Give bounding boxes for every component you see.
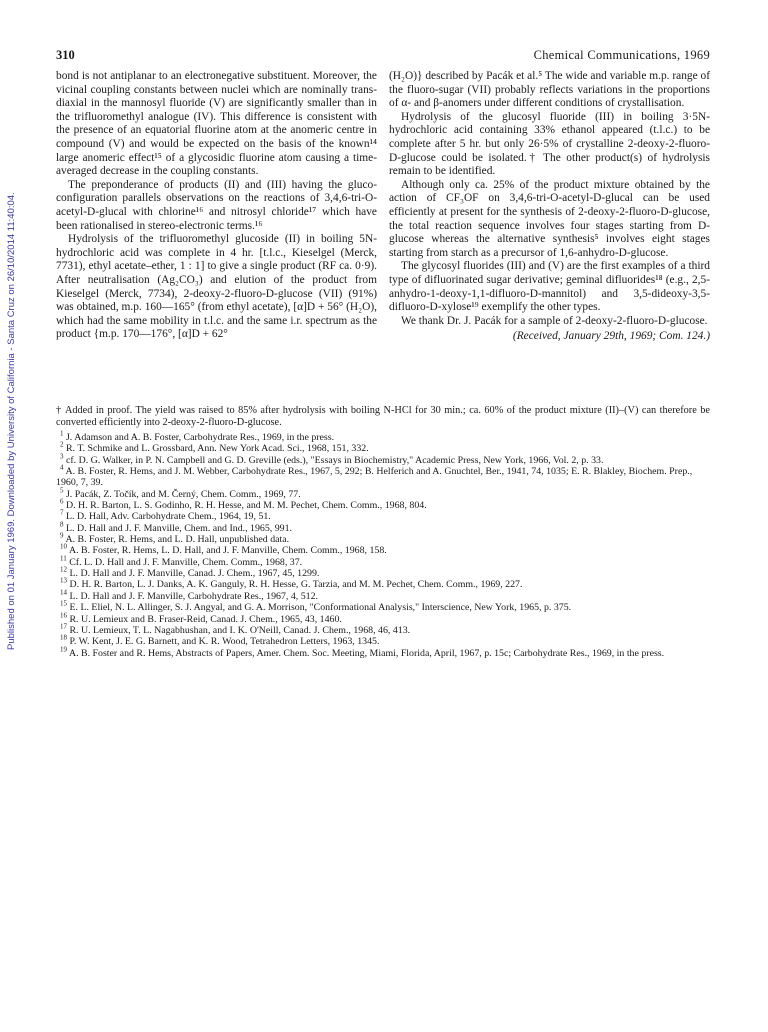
reference-text: Cf. L. D. Hall and J. F. Manville, Chem. Comm., 1968, 37. — [69, 556, 303, 568]
reference-item — [56, 633, 710, 648]
reference-number: 7 — [60, 509, 64, 518]
publication-stamp: Published on 01 January 1969. Downloaded by University of California - Santa Cruz on 26/10/2014 11:40:04. — [6, 192, 17, 650]
reference-number: 12 — [60, 565, 67, 574]
left-column — [56, 70, 377, 342]
reference-number: 14 — [60, 588, 67, 597]
reference-text: J. Pacák, Z. Točík, and M. Černý, Chem. Comm., 1969, 77. — [65, 488, 301, 500]
reference-number: 2 — [60, 441, 64, 450]
reference-item — [56, 545, 710, 556]
reference-item — [56, 645, 710, 659]
reference-text: A. B. Foster and R. Hems, Abstracts of Papers, Amer. Chem. Soc. Meeting, Miami, Florida, April, 1967, p. 15c; Carbohydrate Res., 1969, in the press. — [68, 647, 665, 659]
reference-number: 10 — [60, 543, 67, 552]
reference-list — [56, 429, 710, 659]
reference-number: 16 — [60, 611, 67, 620]
reference-text: L. D. Hall, Adv. Carbohydrate Chem., 1964, 19, 51. — [65, 511, 271, 523]
paragraph: The glycosyl fluorides (III) and (V) are the first examples of a third type of difluorinated sugar derivative; geminal difluorides¹⁸ (e.g., 2,5-anhydro-1-deoxy-1,1-difluoro-D-mannitol) and 3,5-dideoxy-3,5-difluoro-D-xylose¹⁹ exemplify the other types. — [389, 260, 710, 314]
paragraph: bond is not antiplanar to an electronegative substituent. Moreover, the vicinal coupling constants between nuclei which are nominally trans-diaxial in the mannosyl fluoride (V) are significantly smaller than in the trifluoromethyl analogue (IV). This difference is consistent with the presence of an equatorial fluorine atom at the anomeric centre in compound (V) and would be expected on the basis of the known¹⁴ large anomeric effect¹⁵ of a glycosidic fluorine atom causing a time-averaged decrease in the coupling constants. — [56, 70, 377, 178]
paragraph: Although only ca. 25% of the product mixture obtained by the action of CF₃OF on 3,4,6-tri-O-acetyl-D-glucal can be used efficiently at present for the synthesis of 2-deoxy-2-fluoro-D-glucose, the total reaction sequence involves four stages starting from D-glucose whereas the alternative synthesis⁵ involves eight stages starting from starch as a precursor of 1,6-anhydro-D-glucose. — [389, 178, 710, 259]
reference-text: L. D. Hall and J. F. Manville, Canad. J. Chem., 1967, 45, 1299. — [69, 568, 320, 580]
reference-text: L. D. Hall and J. F. Manville, Carbohydrate Res., 1967, 4, 512. — [69, 590, 318, 602]
reference-item — [56, 531, 710, 546]
reference-item — [56, 520, 710, 534]
journal-title: Chemical Communications, 1969 — [533, 48, 710, 62]
reference-number: 6 — [60, 497, 64, 506]
reference-text: L. D. Hall and J. F. Manville, Chem. and Ind., 1965, 991. — [65, 522, 293, 534]
reference-item — [56, 486, 710, 500]
reference-text: E. L. Eliel, N. L. Allinger, S. J. Angyal, and G. A. Morrison, "Conformational Analysis," Interscience, New York, 1965, p. 375. — [69, 602, 572, 614]
reference-item — [56, 511, 710, 522]
reference-text: cf. D. G. Walker, in P. N. Campbell and G. D. Greville (eds.), "Essays in Biochemistry," Academic Press, New York, 1966, Vol. 2, p. 33. — [65, 454, 604, 466]
reference-item — [56, 622, 710, 636]
reference-item — [56, 565, 710, 580]
reference-item — [56, 429, 710, 443]
reference-number: 8 — [60, 520, 64, 529]
paragraph: (H₂O)} described by Pacák et al.⁵ The wide and variable m.p. range of the fluoro-sugar (VII) probably reflects variations in the proportions of α- and β-anomers under different conditions of crystallisation. — [389, 70, 710, 110]
reference-item — [56, 611, 710, 625]
footnote-text: † Added in proof. The yield was raised to 85% after hydrolysis with boiling N-HCl for 30 min.; ca. 60% of the product mixture (II)–(V) can therefore be converted efficiently into 2-deoxy-2-fluoro-D-glucose. — [56, 405, 710, 429]
paragraph: We thank Dr. J. Pacák for a sample of 2-deoxy-2-fluoro-D-glucose. — [401, 314, 708, 327]
reference-number: 13 — [60, 577, 67, 586]
reference-text: R. U. Lemieux, T. L. Nagabhushan, and I. K. O'Neill, Canad. J. Chem., 1968, 46, 413. — [69, 624, 411, 636]
reference-text: A. B. Foster, R. Hems, and J. M. Webber, Carbohydrate Res., 1967, 5, 292; B. Helferich and A. Gnuchtel, Ber., 1941, 74, 1035; E. R. Blakley, Biochem. Prep., 1960, 7, 39. — [56, 466, 693, 489]
right-column — [389, 70, 710, 344]
reference-item — [56, 443, 710, 454]
reference-number: 1 — [60, 429, 64, 438]
reference-text: D. H. R. Barton, L. S. Godinho, R. H. Hesse, and M. M. Pechet, Chem. Comm., 1968, 804. — [65, 500, 427, 512]
reference-text: R. U. Lemieux and B. Fraser-Reid, Canad. J. Chem., 1965, 43, 1460. — [69, 613, 342, 625]
reference-number: 11 — [60, 554, 67, 563]
reference-item — [56, 497, 710, 512]
reference-item — [56, 463, 710, 489]
reference-text: P. W. Kent, J. E. G. Barnett, and K. R. Wood, Tetrahedron Letters, 1963, 1345. — [69, 636, 380, 648]
reference-text: J. Adamson and A. B. Foster, Carbohydrate Res., 1969, in the press. — [65, 432, 335, 443]
paragraph: Hydrolysis of the glucosyl fluoride (III) in boiling 3·5N-hydrochloric acid containing 33% ethanol appeared (t.l.c.) to be complete after 5 hr. but only 26·5% of crystalline 2-deoxy-2-fluoro-D-glucose could be isolated.† The other product(s) of hydrolysis remain to be identified. — [389, 110, 710, 178]
reference-item — [56, 579, 710, 590]
reference-number: 18 — [60, 633, 67, 642]
reference-item — [56, 588, 710, 602]
reference-text: A. B. Foster, R. Hems, and L. D. Hall, unpublished data. — [65, 534, 290, 546]
paragraph: Hydrolysis of the trifluoromethyl glucoside (II) in boiling 5N-hydrochloric acid was complete in 4 hr. [t.l.c., Kieselgel (Merck, 7731), ethyl acetate–ether, 1 : 1] to give a single product (RF ca. 0·9). After neutralisation (Ag₂CO₃) and elution of the product from Kieselgel (Merck, 7734), 2-deoxy-2-fluoro-D-glucose (VII) (91%) was obtained, m.p. 160—165° (from ethyl acetate), [α]D + 56° (H₂O), which had the same mobility in t.l.c. and the same i.r. spectrum as the product {m.p. 170—176°, [α]D + 62° — [56, 233, 377, 341]
received-date: (Received, January 29th, 1969; Com. 124.) — [512, 330, 710, 343]
reference-item — [56, 554, 710, 568]
reference-number: 3 — [60, 452, 64, 461]
reference-text: A. B. Foster, R. Hems, L. D. Hall, and J. F. Manville, Chem. Comm., 1968, 158. — [68, 545, 387, 557]
footnote — [56, 405, 710, 429]
reference-number: 17 — [60, 622, 67, 631]
page-number: 310 — [56, 48, 75, 62]
reference-number: 5 — [60, 486, 64, 495]
reference-number: 9 — [60, 531, 64, 540]
reference-text: D. H. R. Barton, L. J. Danks, A. K. Ganguly, R. H. Hesse, G. Tarzia, and M. M. Pechet, Chem. Comm., 1969, 227. — [69, 579, 523, 591]
reference-number: 19 — [60, 645, 67, 654]
reference-number: 4 — [60, 463, 64, 472]
reference-number: 15 — [60, 599, 67, 608]
reference-text: R. T. Schmike and L. Grossbard, Ann. New York Acad. Sci., 1968, 151, 332. — [65, 443, 369, 455]
paragraph: The preponderance of products (II) and (III) having the gluco-configuration parallels observations on the reactions of 3,4,6-tri-O-acetyl-D-glucal with chlorine¹⁶ and nitrosyl chloride¹⁷ which have been rationalised in stereo-electronic terms.¹⁶ — [56, 178, 377, 232]
reference-item — [56, 452, 710, 466]
reference-item — [56, 599, 710, 614]
